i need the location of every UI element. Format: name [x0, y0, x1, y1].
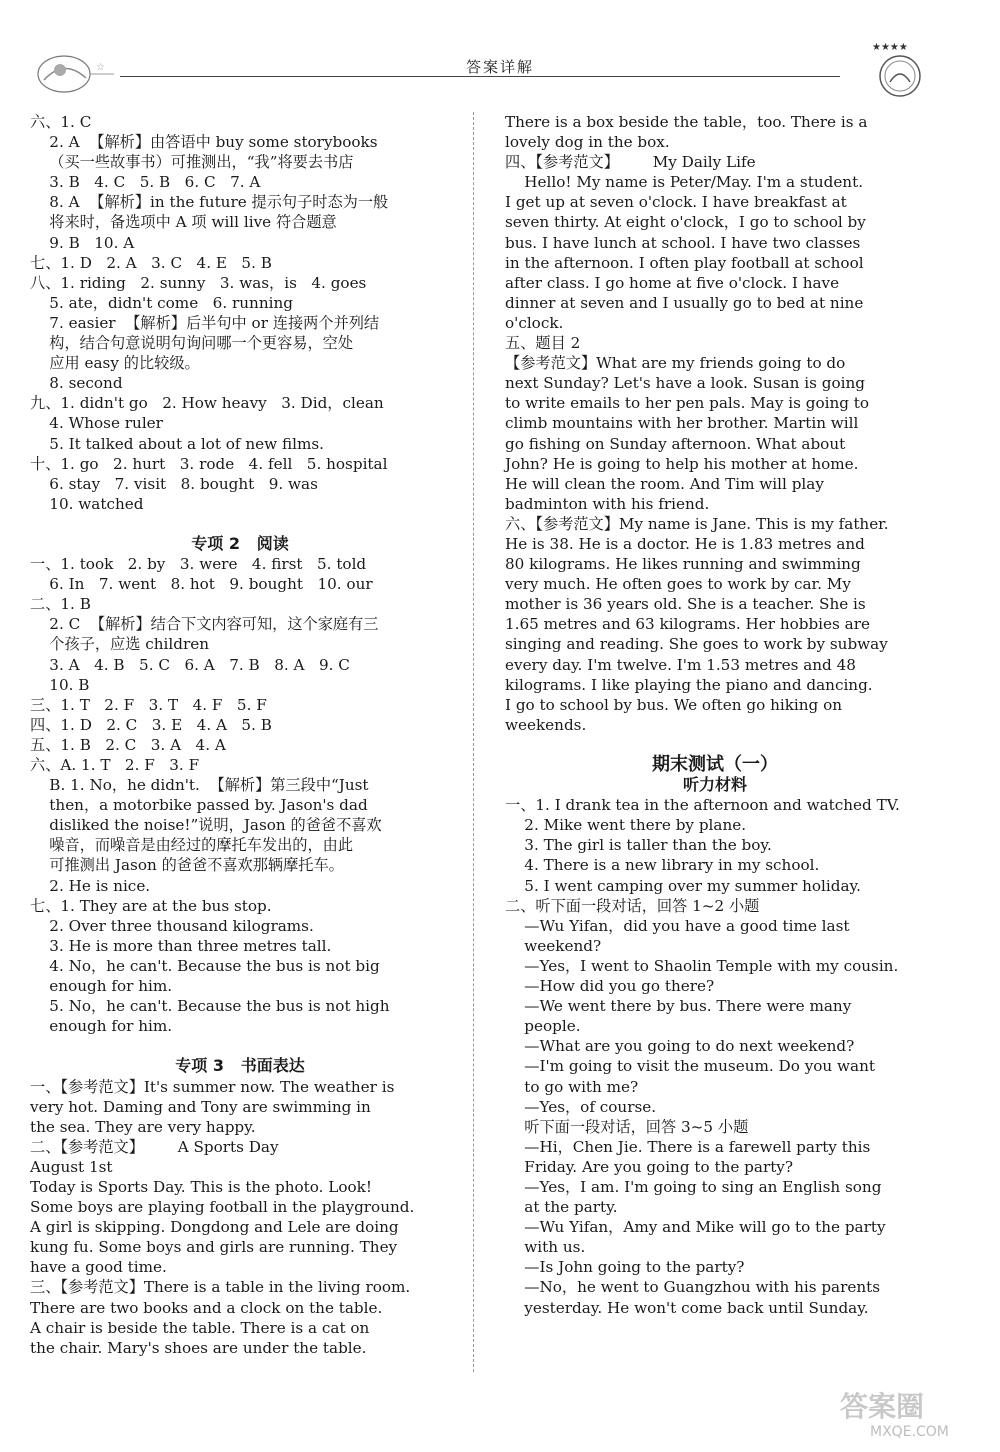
text-line: 六、1. C — [30, 113, 92, 131]
text-line: Some boys are playing football in the playground. — [30, 1198, 415, 1217]
text-line: 5. ate，didn't come 6. running — [30, 293, 293, 312]
text-line: 2. Mike went there by plane. — [505, 816, 747, 835]
text-line: There is a box beside the table，too. There is a — [505, 113, 868, 131]
text-line: enough for him. — [30, 977, 173, 996]
svg-text:★★★★: ★★★★ — [872, 42, 908, 53]
text-line: —Is John going to the party? — [505, 1258, 745, 1277]
left-column — [30, 112, 450, 1358]
text-line: kung fu. Some boys and girls are running. They — [30, 1238, 398, 1257]
text-line: seven thirty. At eight o'clock，I go to school by — [505, 213, 866, 232]
text-line: 8. A 【解析】in the future 提示句子时态为一般 — [30, 193, 389, 212]
text-line — [505, 735, 925, 755]
text-line: dinner at seven and I usually go to bed at nine — [505, 293, 864, 312]
text-line: after class. I go home at five o'clock. I have — [505, 273, 840, 292]
text-line: disliked the noise!”说明，Jason 的爸爸不喜欢 — [30, 816, 382, 835]
text-line: 7. easier 【解析】后半句中 or 连接两个并列结 — [30, 313, 380, 332]
text-line: 10. B — [30, 675, 90, 694]
text-line: 【参考范文】What are my friends going to do — [505, 354, 846, 373]
section-heading: 专项 2 阅读 — [191, 533, 289, 553]
text-line: Hello! My name is Peter/May. I'm a student. — [505, 173, 864, 192]
text-line: very much. He often goes to work by car. My — [505, 575, 851, 594]
text-line: 2. Over three thousand kilograms. — [30, 916, 314, 935]
text-line: weekends. — [505, 715, 587, 734]
text-line: climb mountains with her brother. Martin will — [505, 414, 859, 433]
text-line: —Hi，Chen Jie. There is a farewell party this — [505, 1137, 871, 1156]
text-line: 4. There is a new library in my school. — [505, 856, 820, 875]
text-line: bus. I have lunch at school. I have two classes — [505, 233, 861, 252]
text-line: 3. B 4. C 5. B 6. C 7. A — [30, 173, 261, 192]
text-line: —Yes，I am. I'm going to sing an English song — [505, 1177, 882, 1196]
crest-logo-icon — [862, 38, 934, 100]
text-line: 十、1. go 2. hurt 3. rode 4. fell 5. hospital — [30, 454, 388, 473]
section-heading: 专项 3 书面表达 — [175, 1056, 305, 1076]
text-line: with us. — [505, 1238, 586, 1257]
text-line: —I'm going to visit the museum. Do you want — [505, 1057, 875, 1076]
text-line: —No，he went to Guangzhou with his parents — [505, 1278, 881, 1297]
text-line: John? He is going to help his mother at home. — [505, 454, 859, 473]
text-line: weekend? — [505, 936, 602, 955]
column-divider — [473, 112, 474, 1372]
text-line: 将来时，备选项中 A 项 will live 符合题意 — [30, 213, 337, 232]
text-line: —Yes，I went to Shaolin Temple with my cousin. — [505, 956, 899, 975]
text-line: 个孩子，应选 children — [30, 635, 210, 654]
text-line: 一、1. took 2. by 3. were 4. first 5. told — [30, 555, 367, 574]
text-line: 一、【参考范文】It's summer now. The weather is — [30, 1077, 395, 1096]
text-line: 七、1. They are at the bus stop. — [30, 896, 272, 915]
text-line: singing and reading. She goes to work by subway — [505, 635, 888, 654]
text-line: o'clock. — [505, 313, 564, 332]
text-line: 3. A 4. B 5. C 6. A 7. B 8. A 9. C — [30, 655, 350, 674]
text-line: —How did you go there? — [505, 977, 715, 996]
text-line: B. 1. No，he didn't. 【解析】第三段中“Just — [30, 776, 369, 795]
text-line: 二、【参考范文】 A Sports Day — [30, 1137, 279, 1156]
text-line: 四、【参考范文】 My Daily Life — [505, 153, 756, 172]
header-rule — [120, 76, 840, 77]
text-line: 6. In 7. went 8. hot 9. bought 10. our — [30, 575, 373, 594]
text-line: 构，结合句意说明句询问哪一个更容易，空处 — [30, 334, 354, 353]
text-line: 10. watched — [30, 494, 144, 513]
text-line: 5. It talked about a lot of new films. — [30, 434, 324, 453]
section-heading: 期末测试（一） — [652, 754, 778, 775]
text-line: mother is 36 years old. She is a teacher. She is — [505, 595, 866, 614]
text-line: 2. He is nice. — [30, 876, 151, 895]
text-line: at the party. — [505, 1198, 618, 1217]
text-line: 3. He is more than three metres tall. — [30, 936, 332, 955]
text-line: every day. I'm twelve. I'm 1.53 metres and 48 — [505, 655, 856, 674]
text-line: 五、题目 2 — [505, 334, 581, 353]
text-line: 二、1. B — [30, 595, 91, 614]
text-line: （买一些故事书）可推测出，“我”将要去书店 — [30, 153, 354, 172]
text-line: Today is Sports Day. This is the photo. Look! — [30, 1177, 372, 1196]
text-line: people. — [505, 1017, 581, 1036]
text-line: in the afternoon. I often play football at school — [505, 253, 864, 272]
text-line: next Sunday? Let's have a look. Susan is going — [505, 374, 865, 393]
text-line: 二、听下面一段对话，回答 1~2 小题 — [505, 896, 760, 915]
text-line: 1.65 metres and 63 kilograms. Her hobbies are — [505, 615, 870, 634]
svg-text:☆: ☆ — [96, 62, 105, 73]
svg-text:MXQE.COM: MXQE.COM — [870, 1424, 949, 1440]
text-line: August 1st — [30, 1157, 113, 1176]
right-column — [505, 112, 925, 1318]
text-line: Friday. Are you going to the party? — [505, 1157, 794, 1176]
text-line: 4. Whose ruler — [30, 414, 163, 433]
text-line: then，a motorbike passed by. Jason's dad — [30, 796, 368, 815]
text-line: There are two books and a clock on the table. — [30, 1298, 383, 1317]
text-line: 六、【参考范文】My name is Jane. This is my father. — [505, 514, 889, 533]
text-line: He is 38. He is a doctor. He is 1.83 metres and — [505, 534, 865, 553]
text-line: 一、1. I drank tea in the afternoon and watched TV. — [505, 796, 900, 815]
text-line: enough for him. — [30, 1017, 173, 1036]
text-line: 5. I went camping over my summer holiday. — [505, 876, 861, 895]
text-line: 2. A 【解析】由答语中 buy some storybooks — [30, 133, 378, 152]
text-line: 4. No，he can't. Because the bus is not big — [30, 956, 380, 975]
text-line: 九、1. didn't go 2. How heavy 3. Did，clean — [30, 394, 384, 413]
text-line: go fishing on Sunday afternoon. What about — [505, 434, 846, 453]
section-heading: 听力材料 — [682, 775, 747, 795]
text-line: 三、1. T 2. F 3. T 4. F 5. F — [30, 695, 267, 714]
text-line: I go to school by bus. We often go hiking on — [505, 695, 843, 714]
text-line: kilograms. I like playing the piano and dancing. — [505, 675, 873, 694]
svg-text:答案圈: 答案圈 — [840, 1390, 925, 1423]
text-line: A chair is beside the table. There is a cat on — [30, 1318, 370, 1337]
text-line: 可推测出 Jason 的爸爸不喜欢那辆摩托车。 — [30, 856, 344, 875]
text-line: 3. The girl is taller than the boy. — [505, 836, 772, 855]
text-line: 七、1. D 2. A 3. C 4. E 5. B — [30, 253, 272, 272]
text-line: —Wu Yifan，did you have a good time last — [505, 916, 850, 935]
text-line: —Wu Yifan，Amy and Mike will go to the party — [505, 1218, 886, 1237]
text-line: 听下面一段对话，回答 3~5 小题 — [505, 1117, 749, 1136]
text-line: 噪音，而噪音是由经过的摩托车发出的，由此 — [30, 836, 354, 855]
text-line: 八、1. riding 2. sunny 3. was，is 4. goes — [30, 273, 367, 292]
text-line: 8. second — [30, 374, 123, 393]
text-line — [30, 1036, 450, 1056]
text-line: 6. stay 7. visit 8. bought 9. was — [30, 474, 318, 493]
text-line: 四、1. D 2. C 3. E 4. A 5. B — [30, 715, 272, 734]
text-line: 9. B 10. A — [30, 233, 135, 252]
watermark-logo — [830, 1380, 1000, 1440]
text-line: have a good time. — [30, 1258, 167, 1277]
text-line: badminton with his friend. — [505, 494, 710, 513]
text-line: —Yes，of course. — [505, 1097, 657, 1116]
text-line: 六、A. 1. T 2. F 3. F — [30, 756, 200, 774]
text-line: A girl is skipping. Dongdong and Lele are doing — [30, 1218, 399, 1237]
text-line: the chair. Mary's shoes are under the table. — [30, 1338, 367, 1357]
text-line: yesterday. He won't come back until Sunday. — [505, 1298, 869, 1317]
text-line: the sea. They are very happy. — [30, 1117, 256, 1136]
text-line: 应用 easy 的比较级。 — [30, 354, 200, 373]
text-line: 5. No，he can't. Because the bus is not high — [30, 997, 390, 1016]
text-line: —What are you going to do next weekend? — [505, 1037, 855, 1056]
text-line: 三、【参考范文】There is a table in the living room. — [30, 1278, 411, 1297]
text-line: to write emails to her pen pals. May is going to — [505, 394, 870, 413]
text-line: —We went there by bus. There were many — [505, 997, 852, 1016]
text-line — [30, 514, 450, 534]
text-line: 五、1. B 2. C 3. A 4. A — [30, 735, 226, 754]
text-line: very hot. Daming and Tony are swimming in — [30, 1097, 371, 1116]
text-line: to go with me? — [505, 1077, 639, 1096]
text-line: 2. C 【解析】结合下文内容可知，这个家庭有三 — [30, 615, 379, 634]
text-line: lovely dog in the box. — [505, 133, 670, 152]
page-header-title: 答案详解 — [465, 58, 534, 76]
text-line: I get up at seven o'clock. I have breakfast at — [505, 193, 847, 212]
text-line: 80 kilograms. He likes running and swimming — [505, 555, 861, 574]
text-line: He will clean the room. And Tim will play — [505, 474, 824, 493]
